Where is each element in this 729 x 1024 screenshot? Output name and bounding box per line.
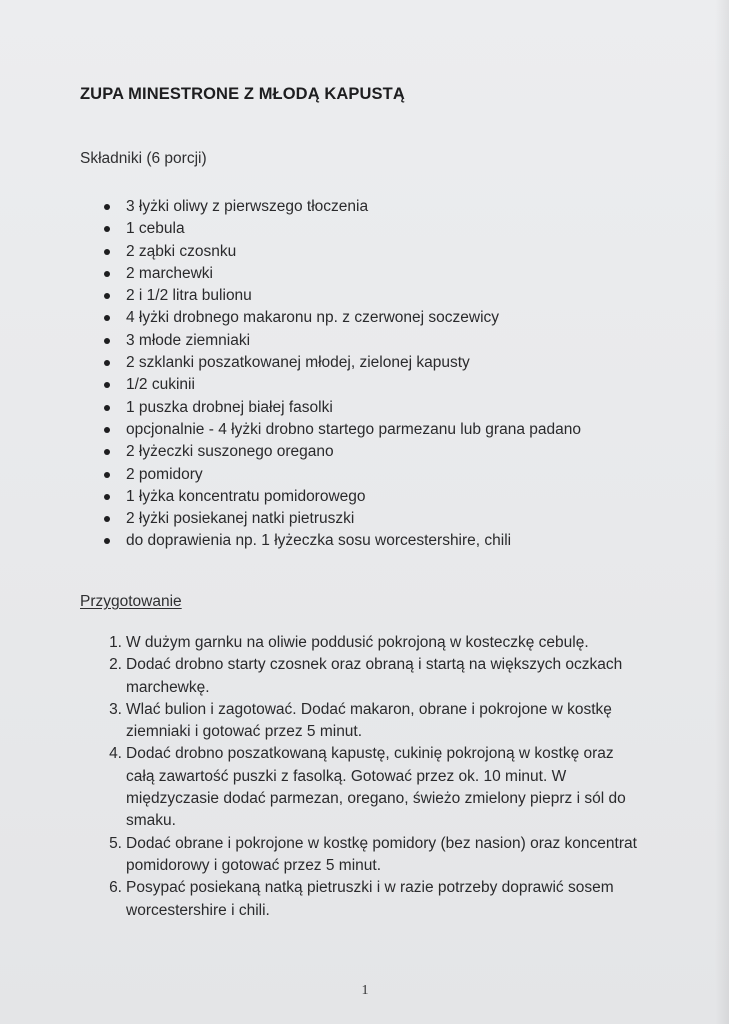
step-text: W dużym garnku na oliwie poddusić pokrojoną w kosteczkę cebulę. xyxy=(126,634,589,651)
step-number: 4. xyxy=(109,745,122,763)
ingredient-item xyxy=(126,419,581,441)
step-text: Wlać bulion i zagotować. Dodać makaron, obrane i pokrojone w kostkę ziemniaki i gotować przez 5 minut. xyxy=(126,700,612,741)
ingredient-text: 1 puszka drobnej białej fasolki xyxy=(126,398,333,416)
ingredient-item xyxy=(126,307,581,329)
bullet-icon xyxy=(104,427,110,433)
bullet-icon xyxy=(104,249,110,255)
page-number: 1 xyxy=(361,983,369,998)
ingredient-item xyxy=(126,441,581,463)
bullet-icon xyxy=(104,494,110,500)
ingredient-item xyxy=(126,330,581,352)
step-text: Dodać obrane i pokrojone w kostkę pomidory (bez nasion) oraz koncentrat pomidorowy i gotować przez 5 minut. xyxy=(126,834,637,874)
ingredient-text: 2 ząbki czosnku xyxy=(126,242,237,260)
bullet-icon xyxy=(104,271,110,277)
step-item xyxy=(109,699,646,744)
ingredient-text: 2 pomidory xyxy=(126,465,203,483)
step-item xyxy=(109,654,646,699)
step-item xyxy=(109,833,646,878)
ingredient-text: 2 szklanki poszatkowanej młodej, zielonej kapusty xyxy=(126,354,470,372)
step-text: Dodać drobno poszatkowaną kapustę, cukinię pokrojoną w kostkę oraz całą zawartość puszki z fasolką. Gotować przez ok. 10 minut. W międzyczasie dodać parmezan, oregano, świeżo zmielony pieprz i sól do smaku. xyxy=(126,745,626,830)
ingredient-text: 2 marchewki xyxy=(126,264,213,282)
ingredient-text: opcjonalnie - 4 łyżki drobno startego parmezanu lub grana padano xyxy=(126,420,581,438)
ingredient-text: do doprawienia np. 1 łyżeczka sosu worcestershire, chili xyxy=(126,532,512,550)
step-text: Dodać drobno starty czosnek oraz obraną i startą na większych oczkach marchewkę. xyxy=(126,656,623,696)
step-number: 6. xyxy=(109,879,122,897)
bullet-icon xyxy=(104,204,110,210)
ingredient-text: 2 łyżeczki suszonego oregano xyxy=(126,443,334,461)
bullet-icon xyxy=(104,226,110,232)
bullet-icon xyxy=(104,516,110,522)
bullet-icon xyxy=(104,449,110,455)
ingredients-heading: Składniki (6 porcji) xyxy=(80,150,207,167)
ingredient-item xyxy=(126,464,581,486)
bullet-icon xyxy=(104,538,110,544)
bullet-icon xyxy=(104,472,110,478)
ingredient-item xyxy=(126,263,581,285)
ingredient-text: 2 łyżki posiekanej natki pietruszki xyxy=(126,510,355,528)
step-number: 3. xyxy=(109,700,122,718)
ingredient-item xyxy=(126,285,581,307)
recipe-title: ZUPA MINESTRONE Z MŁODĄ KAPUSTĄ xyxy=(80,85,405,103)
bullet-icon xyxy=(104,293,110,299)
bullet-icon xyxy=(104,405,110,411)
step-item xyxy=(109,743,646,832)
ingredient-item xyxy=(126,241,581,263)
ingredients-list xyxy=(126,196,581,553)
bullet-icon xyxy=(104,382,110,388)
step-text: Posypać posiekaną natką pietruszki i w razie potrzeby doprawić sosem worcestershire i chili. xyxy=(126,879,614,919)
ingredient-item xyxy=(126,486,581,508)
step-number: 1. xyxy=(109,634,122,651)
ingredient-item xyxy=(126,508,581,530)
step-item xyxy=(109,877,646,922)
ingredient-item xyxy=(126,196,581,218)
step-number: 5. xyxy=(109,834,122,852)
ingredient-text: 1 cebula xyxy=(126,220,185,238)
ingredient-text: 3 łyżki oliwy z pierwszego tłoczenia xyxy=(126,198,369,215)
ingredient-item xyxy=(126,374,581,396)
bullet-icon xyxy=(104,360,110,366)
ingredient-item xyxy=(126,218,581,240)
bullet-icon xyxy=(104,338,110,344)
ingredient-text: 2 i 1/2 litra bulionu xyxy=(126,287,252,305)
ingredient-text: 3 młode ziemniaki xyxy=(126,331,251,349)
preparation-heading: Przygotowanie xyxy=(80,593,182,610)
ingredient-text: 1/2 cukinii xyxy=(126,376,195,394)
ingredient-text: 4 łyżki drobnego makaronu np. z czerwonej soczewicy xyxy=(126,309,500,327)
step-number: 2. xyxy=(109,656,122,674)
preparation-steps xyxy=(109,632,646,922)
bullet-icon xyxy=(104,315,110,321)
step-item xyxy=(109,632,646,654)
ingredient-text: 1 łyżka koncentratu pomidorowego xyxy=(126,487,366,505)
ingredient-item xyxy=(126,352,581,374)
ingredient-item xyxy=(126,397,581,419)
ingredient-item xyxy=(126,530,581,552)
